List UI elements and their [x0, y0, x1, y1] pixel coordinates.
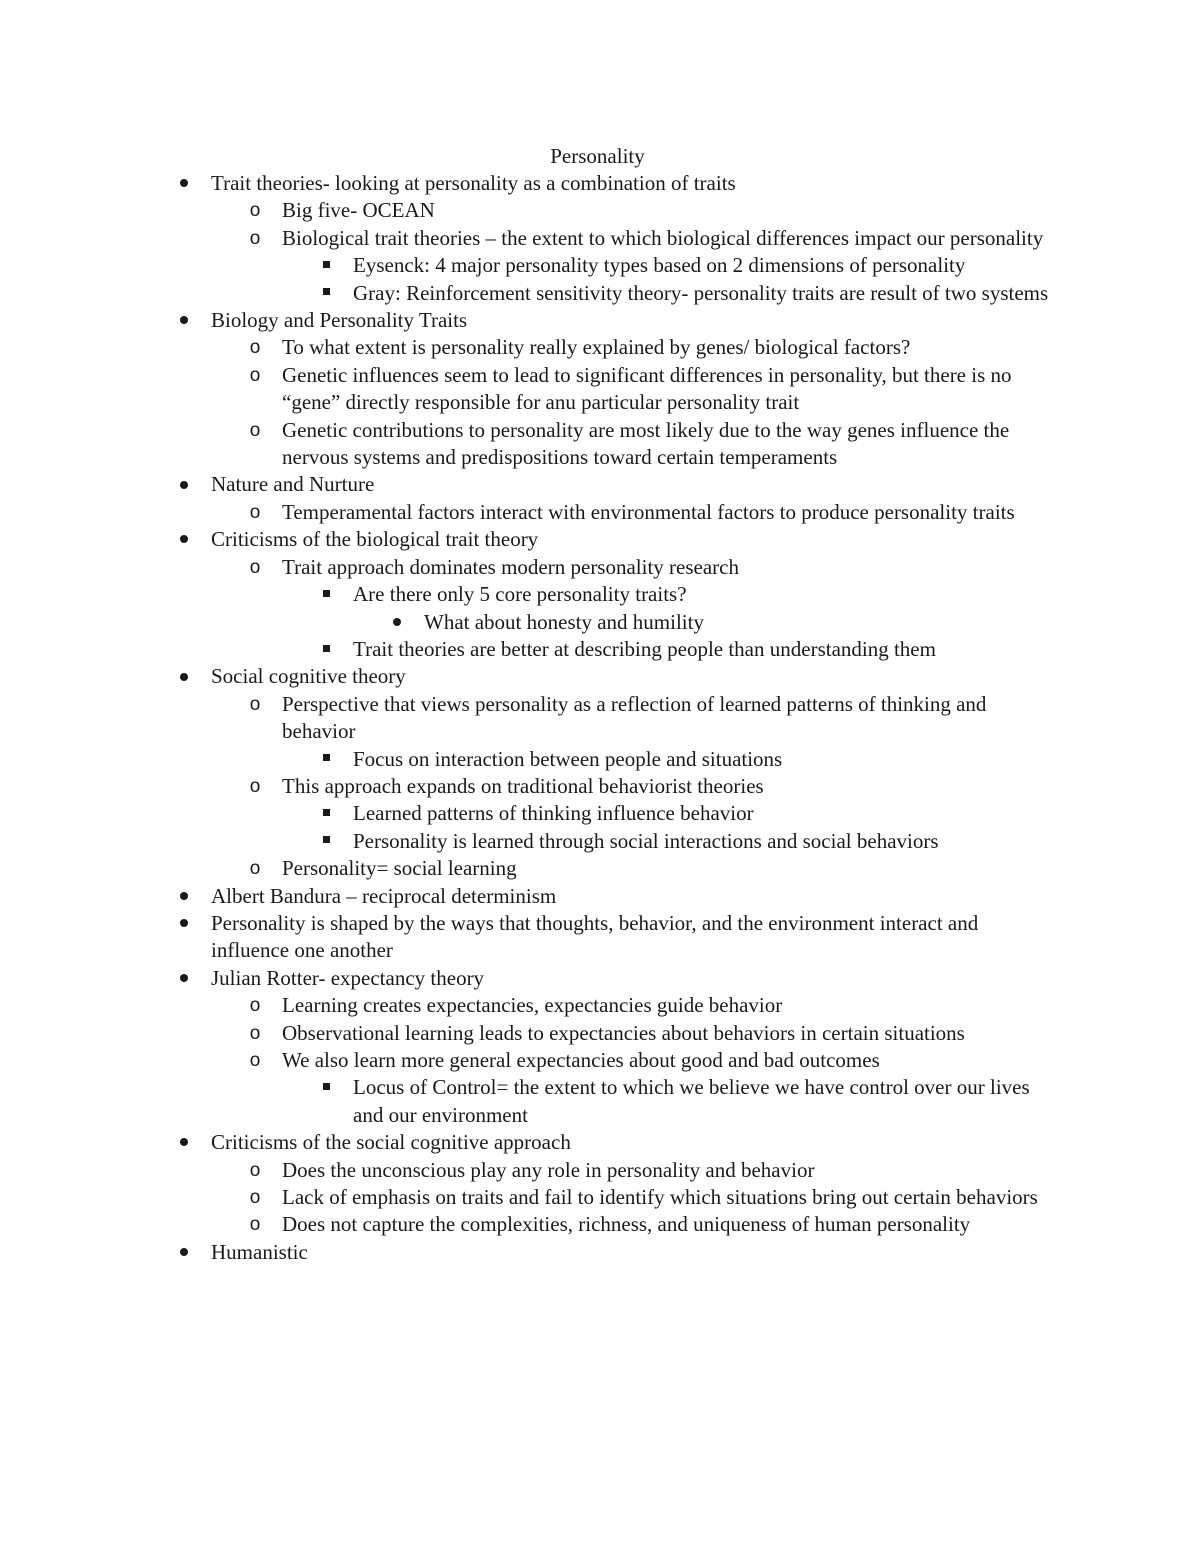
- bullet-disc-icon: [174, 1129, 194, 1156]
- list-item: [249, 417, 1062, 472]
- list-item-text: Does the unconscious play any role in personality and behavior: [282, 1157, 815, 1182]
- list-item-text: Trait theories- looking at personality as a combination of traits: [211, 171, 736, 195]
- list-item: [249, 1157, 1062, 1184]
- bullet-disc-icon: [174, 471, 194, 498]
- bullet-circle-icon: o: [249, 858, 261, 880]
- list-item-text: Are there only 5 core personality traits?: [353, 582, 687, 607]
- list-item: [249, 362, 1062, 417]
- list-item-text: We also learn more general expectancies about good and bad outcomes: [282, 1048, 880, 1072]
- list-item: [211, 170, 1061, 197]
- bullet-circle-icon: o: [249, 1022, 261, 1044]
- bullet-circle-icon: o: [249, 556, 261, 578]
- list-item-text: Perspective that views personality as a reflection of learned patterns of thinking and behavior: [282, 691, 987, 744]
- list-item: [353, 252, 1063, 279]
- bullet-circle-icon: o: [249, 1214, 261, 1236]
- bullet-square-icon: [316, 800, 336, 827]
- list-item-text: Big five- OCEAN: [282, 198, 435, 223]
- bullet-circle-icon: o: [249, 364, 261, 386]
- list-item: [249, 1020, 1062, 1047]
- bullet-circle-icon: o: [249, 1187, 261, 1209]
- list-item: [211, 1239, 1061, 1266]
- list-item-text: To what extent is personality really explained by genes/ biological factors?: [282, 335, 911, 360]
- bullet-disc-icon: [174, 883, 194, 910]
- list-item-text: Genetic contributions to personality are most likely due to the way genes influence the nervous systems and predispositions toward certain temperaments: [282, 417, 1010, 470]
- list-item: [211, 471, 1061, 498]
- list-item-text: Genetic influences seem to lead to significant differences in personality, but there is no “gene” directly responsible for anu particular personality trait: [282, 362, 1012, 415]
- list-item: [249, 1184, 1062, 1211]
- list-item: [211, 526, 1061, 553]
- list-item-text: What about honesty and humility: [424, 609, 704, 634]
- list-item-text: Eysenck: 4 major personality types based on 2 dimensions of personality: [353, 253, 966, 278]
- bullet-square-icon: [316, 581, 336, 608]
- bullet-circle-icon: o: [249, 200, 261, 222]
- bullet-disc-icon: [174, 910, 194, 937]
- list-item-text: Trait approach dominates modern personality research: [282, 554, 739, 579]
- bullet-disc-icon: [174, 1239, 194, 1266]
- list-item: [353, 636, 1063, 663]
- list-item-text: Humanistic: [211, 1239, 308, 1264]
- list-item-text: Temperamental factors interact with environmental factors to produce personality traits: [282, 499, 1015, 524]
- list-item-text: Gray: Reinforcement sensitivity theory- personality traits are result of two systems: [353, 280, 1049, 305]
- list-item-text: Personality is learned through social interactions and social behaviors: [353, 828, 939, 853]
- list-item-text: Nature and Nurture: [211, 472, 375, 497]
- list-item-text: Observational learning leads to expectancies about behaviors in certain situations: [282, 1020, 965, 1045]
- list-item: [249, 992, 1062, 1019]
- bullet-square-icon: [316, 636, 336, 663]
- list-item: [249, 773, 1062, 800]
- bullet-circle-icon: o: [249, 1050, 261, 1071]
- list-item-text: Criticisms of the biological trait theory: [211, 527, 539, 552]
- list-item: [353, 828, 1063, 855]
- bullet-disc-icon: [174, 307, 194, 334]
- bullet-square-icon: [316, 828, 336, 855]
- list-item: [211, 663, 1061, 690]
- list-item: [211, 910, 1061, 965]
- list-item-text: Social cognitive theory: [211, 664, 406, 689]
- list-item-text: Focus on interaction between people and situations: [353, 746, 783, 771]
- list-item: [249, 1211, 1062, 1238]
- bullet-square-icon: [316, 1074, 336, 1101]
- list-item-text: Trait theories are better at describing people than understanding them: [353, 636, 936, 661]
- list-item: [249, 855, 1062, 882]
- bullet-circle-icon: o: [249, 419, 261, 441]
- bullet-circle-icon: o: [249, 1159, 261, 1181]
- bullet-disc-icon: [387, 609, 407, 636]
- list-item-text: Personality= social learning: [282, 856, 517, 881]
- bullet-square-icon: [316, 280, 336, 307]
- bullet-outline: [0, 170, 1200, 1266]
- list-item-text: This approach expands on traditional behaviorist theories: [282, 773, 764, 798]
- bullet-disc-icon: [174, 170, 194, 197]
- list-item: [249, 554, 1062, 581]
- list-item-text: Does not capture the complexities, richness, and uniqueness of human personality: [282, 1212, 971, 1237]
- list-item: [249, 499, 1062, 526]
- list-item: [249, 197, 1062, 224]
- bullet-circle-icon: o: [249, 995, 261, 1017]
- bullet-circle-icon: o: [249, 227, 261, 249]
- list-item-text: Locus of Control= the extent to which we believe we have control over our lives and our environment: [353, 1075, 1030, 1127]
- list-item: [353, 581, 1063, 608]
- bullet-circle-icon: o: [249, 775, 261, 797]
- list-item-text: Biology and Personality Traits: [211, 308, 468, 333]
- list-item: [353, 1074, 1063, 1129]
- list-item-text: Criticisms of the social cognitive approach: [211, 1130, 571, 1155]
- list-item-text: Learning creates expectancies, expectancies guide behavior: [282, 993, 783, 1018]
- bullet-square-icon: [316, 746, 336, 773]
- list-item: [211, 883, 1061, 910]
- list-item-text: Lack of emphasis on traits and fail to identify which situations bring out certain behaviors: [282, 1185, 1038, 1210]
- list-item: [211, 1129, 1061, 1156]
- list-item: [249, 1047, 1062, 1074]
- list-item: [424, 609, 1064, 636]
- bullet-circle-icon: o: [249, 337, 261, 359]
- list-item: [249, 334, 1062, 361]
- list-item: [211, 307, 1061, 334]
- bullet-circle-icon: o: [249, 693, 261, 715]
- list-item: [353, 280, 1063, 307]
- page-title: Personality: [550, 144, 645, 168]
- list-item: [211, 965, 1061, 992]
- list-item-text: Learned patterns of thinking influence behavior: [353, 801, 754, 826]
- list-item: [249, 691, 1062, 746]
- bullet-disc-icon: [174, 663, 194, 690]
- list-item: [353, 800, 1063, 827]
- bullet-circle-icon: o: [249, 501, 261, 523]
- list-item-text: Albert Bandura – reciprocal determinism: [211, 883, 557, 908]
- bullet-disc-icon: [174, 526, 194, 553]
- bullet-square-icon: [316, 252, 336, 279]
- bullet-disc-icon: [174, 965, 194, 992]
- list-item-text: Biological trait theories – the extent to which biological differences impact our personality: [282, 225, 1044, 250]
- list-item-text: Personality is shaped by the ways that thoughts, behavior, and the environment interact and influence one another: [211, 910, 979, 963]
- list-item: [249, 225, 1062, 252]
- list-item: [353, 746, 1063, 773]
- list-item-text: Julian Rotter- expectancy theory: [211, 965, 485, 990]
